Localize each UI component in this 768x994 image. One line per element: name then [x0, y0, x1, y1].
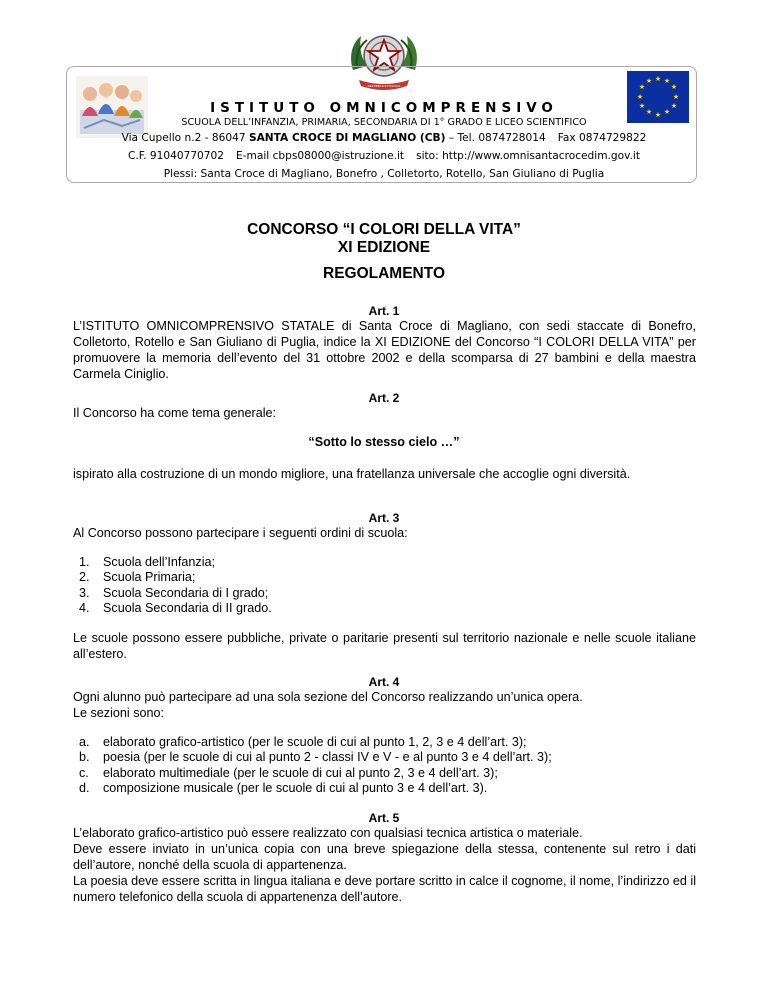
- list-item: 3. Scuola Secondaria di I grado;: [79, 585, 269, 600]
- art-5-line-1: L’elaborato grafico-artistico può essere realizzato con qualsiasi tecnica artistica o materiale.: [73, 826, 583, 840]
- contest-theme: “Sotto lo stesso cielo …”: [308, 435, 460, 449]
- art-3-text: Le scuole possono essere pubbliche, private o paritarie presenti sul territorio nazionale e nelle scuole italiane all’estero.: [73, 631, 696, 661]
- school-branches-line: Plessi: Santa Croce di Magliano, Bonefro , Colletorto, Rotello, San Giuliano di Puglia: [163, 168, 605, 180]
- fiscal-code: C.F. 91040770702: [127, 150, 225, 162]
- school-levels-list: [79, 555, 272, 617]
- regulation-heading: REGOLAMENTO: [323, 265, 445, 282]
- art-2-heading: Art. 2: [368, 391, 400, 405]
- art-1-text: L’ISTITUTO OMNICOMPRENSIVO STATALE di Santa Croce di Magliano, con sedi staccate di Bonefro, Colletorto, Rotello e San Giuliano di Puglia, indice la XI EDIZIONE del Concorso “I COLORI DELLA VITA” per promuovere la memoria dell’evento del 31 ottobre 2002 e della scomparsa di 27 bambini e della maestra Carmela Ciniglio.: [73, 319, 696, 381]
- svg-text:★: ★: [638, 83, 646, 91]
- list-item: c. elaborato multimediale (per le scuole di cui al punto 2, 3 e 4 dell’art. 3);: [79, 765, 498, 780]
- address-street: Via Cupello n.2 - 86047: [121, 132, 249, 144]
- art-5-text-3: La poesia deve essere scritta in lingua italiana e deve portare scritto in calce il cognome, il nome, l’indirizzo ed il numero telefonico della scuola di appartenenza dell’autore.: [73, 874, 697, 904]
- address-phone: – Tel. 0874728014: [445, 132, 546, 144]
- contest-sections-list: [79, 735, 552, 797]
- svg-text:★: ★: [663, 77, 671, 85]
- svg-text:★: ★: [636, 93, 644, 101]
- art-5-text-2: Deve essere inviato in un’unica copia con una breve spiegazione della stessa, contenente sul retro i dati dell’autore, nonché della scuola di appartenenza.: [73, 842, 696, 872]
- school-name: ISTITUTO OMNICOMPRENSIVO: [210, 100, 558, 116]
- emblem-ribbon-text: REPUBBLICA ITALIANA: [367, 84, 401, 88]
- list-item: 1. Scuola dell’Infanzia;: [79, 555, 216, 569]
- art-4-intro: Ogni alunno può partecipare ad una sola sezione del Concorso realizzando un’unica opera.: [73, 690, 583, 704]
- svg-text:★: ★: [645, 77, 653, 85]
- svg-text:★: ★: [663, 108, 671, 116]
- list-item: b. poesia (per le scuole di cui al punto 2 - classi IV e V - e al punto 3 e 4 dell’art. 3);: [79, 750, 552, 765]
- art-5-heading: Art. 5: [368, 811, 400, 825]
- list-item: 2. Scuola Primaria;: [79, 570, 196, 585]
- contest-title: CONCORSO “I COLORI DELLA VITA”: [247, 221, 521, 238]
- svg-text:★: ★: [654, 111, 662, 119]
- address-town: SANTA CROCE DI MAGLIANO (CB): [248, 132, 446, 144]
- art-2-intro: Il Concorso ha come tema generale:: [73, 406, 277, 420]
- svg-text:★: ★: [638, 102, 646, 110]
- art-4-sections-label: Le sezioni sono:: [73, 706, 165, 720]
- address-fax: Fax 0874729822: [557, 132, 647, 144]
- art-3-heading: Art. 3: [368, 511, 400, 525]
- school-subtitle: SCUOLA DELL’INFANZIA, PRIMARIA, SECONDARIA DI 1° GRADO E LICEO SCIENTIFICO: [181, 117, 587, 128]
- school-contacts-line: [0, 150, 768, 162]
- svg-text:★: ★: [672, 93, 680, 101]
- list-item: a. elaborato grafico-artistico (per le scuole di cui al punto 1, 2, 3 e 4 dell’art. 3);: [79, 735, 527, 749]
- list-item: d. composizione musicale (per le scuole di cui al punto 3 e 4 dell’art. 3).: [79, 781, 488, 796]
- svg-text:★: ★: [670, 83, 678, 91]
- svg-text:★: ★: [654, 75, 662, 83]
- art-2-text: ispirato alla costruzione di un mondo migliore, una fratellanza universale che accoglie ogni diversità.: [73, 467, 631, 481]
- art-4-heading: Art. 4: [368, 675, 400, 689]
- contest-edition: XI EDIZIONE: [337, 239, 431, 256]
- art-3-intro: Al Concorso possono partecipare i seguenti ordini di scuola:: [73, 526, 408, 540]
- art-1-heading: Art. 1: [368, 304, 400, 318]
- website-link[interactable]: sito: http://www.omnisantacrocedim.gov.it: [416, 150, 641, 162]
- school-address-line: [0, 132, 768, 144]
- svg-text:★: ★: [645, 108, 653, 116]
- email-address[interactable]: E-mail cbps08000@istruzione.it: [236, 150, 405, 162]
- list-item: 4. Scuola Secondaria di II grado.: [79, 601, 272, 616]
- svg-text:★: ★: [670, 102, 678, 110]
